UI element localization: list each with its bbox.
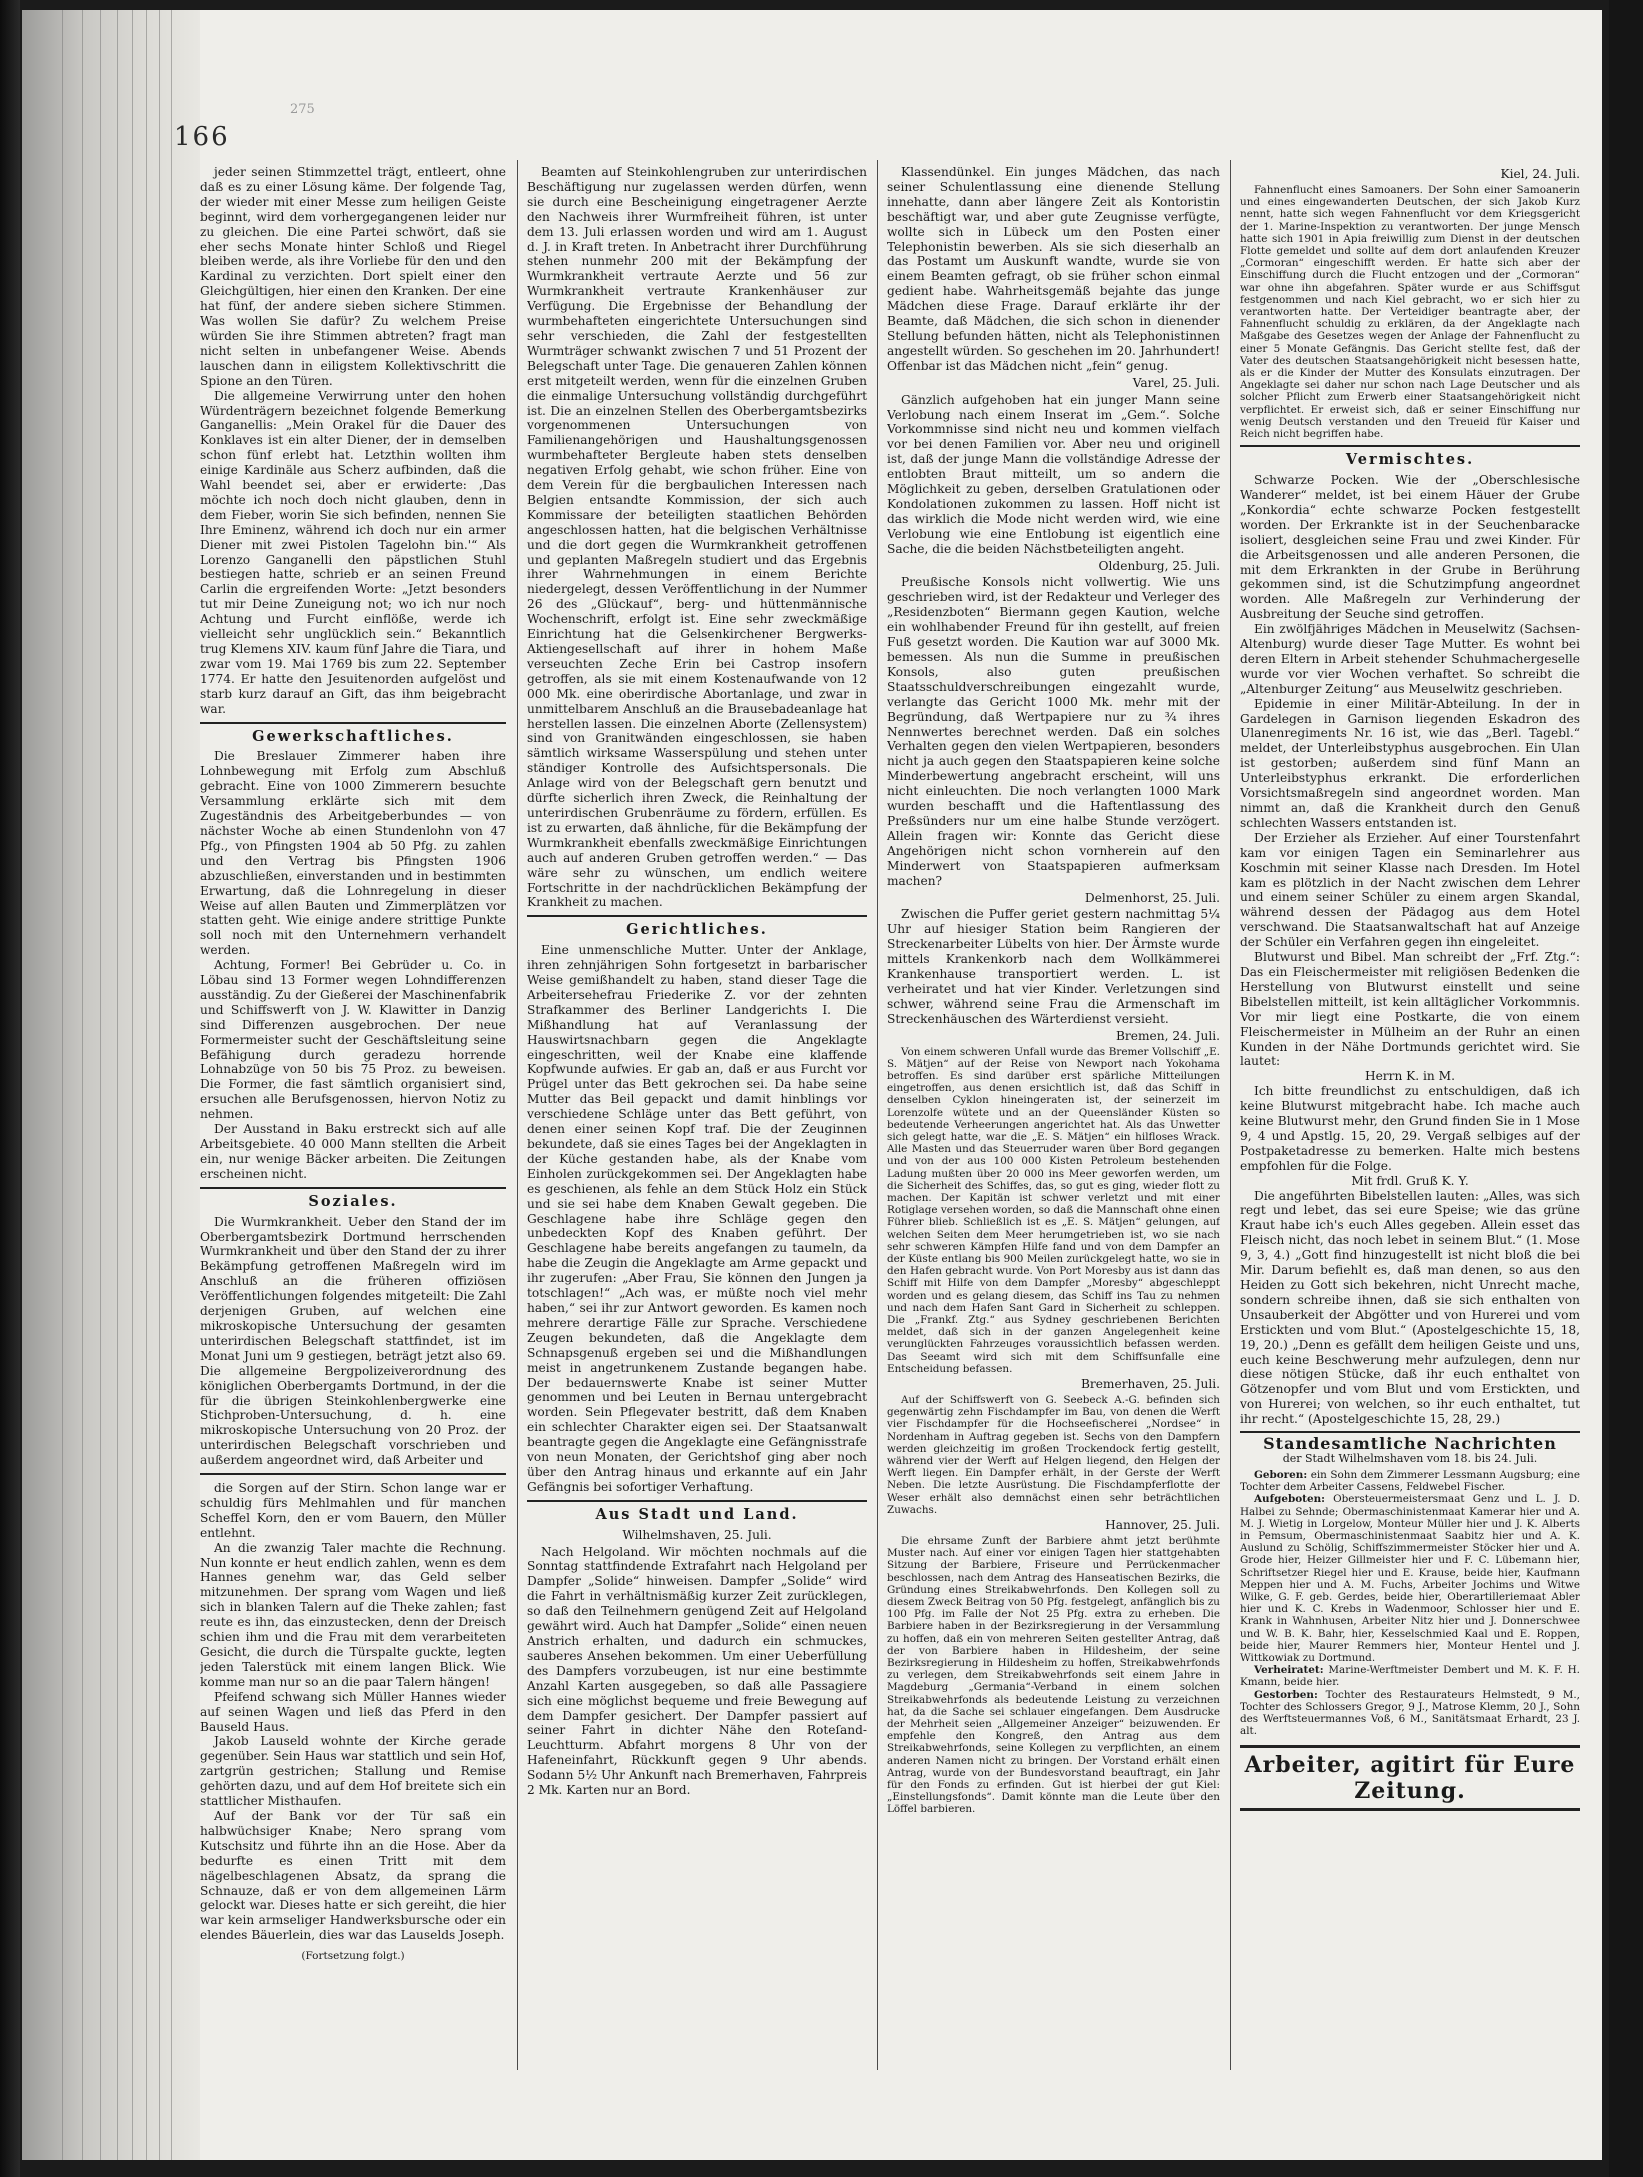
registry-label: Aufgeboten: (1254, 1493, 1325, 1506)
column-rule (1230, 160, 1231, 2070)
section-subheading: der Stadt Wilhelmshaven vom 18. bis 24. Juli. (1282, 1451, 1538, 1465)
paragraph: Nach Helgoland. Wir möchten nochmals auf die Sonntag stattfindende Extrafahrt nach Helgoland per Dampfer „Solide“ hinweisen. Dampfer „Solide“ wird die Fahrt in verhältnismäßig kurzer Zeit zurücklegen, so daß den Teilnehmern genügend Zeit auf Helgoland gewährt wird. Auch hat Dampfer „Solide“ einen neuen Anstrich erhalten, und dadurch ein schmuckes, sauberes Ansehen bekommen. Um einer Ueberfüllung des Dampfers vorzubeugen, ist nur eine bestimmte Anzahl Karten ausgegeben, so daß alle Passagiere sich eine möglichst bequeme und freie Bewegung auf dem Dampfer gesichert. Der Dampfer passiert auf seiner Fahrt in dichter Nähe den Roteſand-Leuchtturm. Abfahrt morgens 8 Uhr von der Hafeneinfahrt, Rückkunft gegen 9 Uhr abends. Sodann 5½ Uhr Ankunft nach Bremerhaven, Fahrpreis 2 Mk. Karten nur an Bord. (527, 1544, 867, 1798)
page-number: 166 (174, 122, 230, 152)
continuation-note: (Fortsetzung folgt.) (301, 1950, 405, 1963)
section-heading: Vermischtes. (1345, 451, 1475, 469)
paragraph: Der Ausstand in Baku erstreckt sich auf alle Arbeitsgebiete. 40 000 Mann stellten die Arbeit ein, nur wenige Bäcker arbeiten. Die Zeitungen erscheinen nicht. (200, 1122, 506, 1181)
paragraph: Zwischen die Puffer geriet gestern nachmittag 5¼ Uhr auf hiesiger Station beim Rangieren der Streckenarbeiter Lübelts von hier. Der Ärmste wurde mittels Krankenkorb nach dem Wollkämmerei Krankenhause transportiert werden. L. ist verheiratet und hat vier Kinder. Verletzungen sind schwer, während seine Frau die Armenschaft im Streckenhäuschen des Wärterdienst versieht. (887, 907, 1220, 1026)
divider (1240, 445, 1580, 447)
dateline: Kiel, 24. Juli. (1500, 167, 1580, 181)
dateline: Varel, 25. Juli. (1132, 375, 1220, 390)
newspaper-page (22, 10, 1602, 2160)
column-2 (527, 165, 867, 2065)
slogan-banner: Arbeiter, agitirt für Eure Zeitung. (1240, 1745, 1580, 1811)
paragraph: Die allgemeine Verwirrung unter den hohen Würdenträgern bezeichnet folgende Bemerkung Ganganellis: „Mein Orakel für die Dauer des Konklaves ist ein alter Diener, der in demselben schon fünf erlebt hat. Letzthin wollten ihm einige Kardinäle aus Scherz aufbinden, daß die Wahl beendet sei, aber er erwiderte: ‚Das möchte ich noch doch nicht glauben, denn in dem Fieber, worin Sie sich befinden, nennen Sie Ihre Eminenz, während ich doch nur ein armer Diener mit zwei Pistolen Tagelohn bin.'“ Als Lorenzo Ganganelli den päpstlichen Stuhl bestiegen hatte, schrieb er an seinen Freund Carlin die ergreifenden Worte: „Jetzt besonders tut mir Deine Zuneigung not; wo ich nur noch Achtung und Furcht einflöße, werde ich vielleicht sehr unglücklich sein.“ Bekanntlich trug Klemens XIV. kaum fünf Jahre die Tiara, und zwar vom 19. Mai 1769 bis zum 22. September 1774. Er hatte den Jesuitenorden aufgelöst und starb kurz darauf an Gift, das ihm beigebracht war. (200, 388, 506, 716)
section-heading: Standesamtliche Nachrichten (1240, 1431, 1580, 1452)
dateline: Delmenhorst, 25. Juli. (1084, 890, 1220, 905)
registry-text: ein Sohn dem Zimmerer Lessmann Augsburg; eine Tochter dem Arbeiter Cassens, Feldwebel Fischer. (1240, 1468, 1580, 1494)
registry-label: Verheiratet: (1254, 1664, 1324, 1677)
divider (527, 915, 867, 917)
paragraph: Auf der Schiffswerft von G. Seebeck A.-G. befinden sich gegenwärtig zehn Fischdampfer im Bau, von denen die Werft vier Fischdampfer für die Hochseefischerei „Nordsee“ in Nordenham in Auftrag gegeben ist. Sechs von den Dampfern werden gleichzeitig im großen Trockendock fertig gestellt, während vier der Werft auf Helgen liegend, den Helgen der Werft liegen. Ein Dampfer erhält, in der Gerste der Werft Neben. Die letzte Ausrüstung. Die Fischdampferflotte der Weser erhält also demnächst einen sehr beträchtlichen Zuwachs. (887, 1393, 1220, 1516)
registry-entry (1240, 1469, 1580, 1493)
scan-background-right (1609, 0, 1643, 2177)
registry-text: Tochter des Restaurateurs Helmstedt, 9 M., Tochter des Schlossers Gregor, 9 J., Matrose Klemm, 20 J., Sohn des Werftsteuermannes Voß, 6 M., Sanitätsmaat Erhardt, 23 J. alt. (1240, 1688, 1580, 1738)
paragraph: Achtung, Former! Bei Gebrüder u. Co. in Löbau sind 13 Former wegen Lohndifferenzen ausständig. Zu der Gießerei der Maschinenfabrik und Schiffswerft von J. W. Klawitter in Danzig sind Differenzen ausgebrochen. Der neue Formermeister sucht der Geschäftsleitung seine Befähigung durch geradezu horrende Lohnabzüge von 50 bis 75 Proz. zu beweisen. Die Former, die fast sämtlich organisiert sind, ersuchen alle Berufsgenossen, hiervon Notiz zu nehmen. (200, 958, 506, 1122)
paragraph: Die Wurmkrankheit. Ueber den Stand der im Oberbergamtsbezirk Dortmund herrschenden Wurmkrankheit und über den Stand der zu ihrer Bekämpfung getroffenen Maßregeln wird im Anschluß an die früheren offiziösen Veröffentlichungen folgendes mitgeteilt: Die Zahl derjenigen Gruben, auf welchen eine mikroskopische Untersuchung der gesamten unterirdischen Belegschaft stattfindet, ist im Monat Juni um 9 gestiegen, beträgt jetzt also 69. Die allgemeine Bergpolizeiverordnung des königlichen Oberbergamts Dortmund, in der die für die übrigen Steinkohlenbergwerke eine Stichproben-Untersuchung, d. h. eine mikroskopische Untersuchung von 20 Proz. der unterirdischen Belegschaft vorschrieben und außerdem angeordnet wird, daß Arbeiter und (200, 1214, 506, 1468)
dateline: Oldenburg, 25. Juli. (1098, 558, 1220, 573)
paragraph: Die angeführten Bibelstellen lauten: „Alles, was sich regt und lebet, das sei eure Speise; wie das grüne Kraut habe ich's euch Alles gegeben. Allein esset das Fleisch nicht, das noch lebet in seinem Blut.“ (1. Mose 9, 3, 4.) „Gott find hinzugestellt ist nicht bloß die bei Mir. Darum befiehlt es, daß man denen, so aus den Heiden zu Gott sich bekehren, nicht Unrecht mache, sondern schreibe ihnen, daß sie sich enthalten von Unsauberkeit der Abgötter und von Hurerei und vom Erstickten und vom Blut.“ (Apostelgeschichte 15, 18, 19, 20.) „Denn es gefällt dem heiligen Geiste und uns, euch keine Beschwerung mehr aufzulegen, denn nur diese nötigen Stücke, daß ihr euch enthaltet von Götzenopfer und vom Blut und vom Erstickten, und von Hurerei; von welchen, so ihr euch enthaltet, tut ihr recht.“ (Apostelgeschichte 15, 28, 29.) (1240, 1188, 1580, 1427)
section-heading: Gerichtliches. (626, 921, 768, 939)
paragraph: Schwarze Pocken. Wie der „Oberschlesische Wanderer“ meldet, ist bei einem Häuer der Grube „Konkordia“ echte schwarze Pocken festgestellt worden. Der Erkrankte ist in der Seuchenbaracke isoliert, desgleichen seine Frau und zwei Kinder. Für die Arbeitsgenossen und alle anderen Personen, die mit dem Erkrankten in der Grube in Berührung gekommen sind, ist die Schutzimpfung angeordnet worden. Alle Maßregeln zur Verhinderung der Ausbreitung der Seuche sind getroffen. (1240, 473, 1580, 622)
paragraph: Eine unmenschliche Mutter. Unter der Anklage, ihren zehnjährigen Sohn fortgesetzt in barbarischer Weise gemißhandelt zu haben, stand dieser Tage die Arbeitersehefrau Friederike Z. vor der zehnten Strafkammer des Berliner Landgerichts I. Die Mißhandlung hat auf Veranlassung der Hauswirtsnachbarn gegen die Angeklagte eingeschritten, weil der Knabe eine klaffende Kopfwunde aufwies. Er gab an, daß er aus Furcht vor Prügel unter das Bett gekrochen sei. Da habe seine Mutter das Beil gepackt und damit hinblings vor verschiedene Schläge unter das Bett geführt, von denen einer seinen Kopf traf. Die der Zeuginnen bekundete, daß sie eines Tages bei der Angeklagten in der Küche gestanden habe, als der Knabe vom Einholen zurückgekommen sei. Der Angeklagten habe es geschienen, als fehle an dem Stück Holz ein Stück und sie sei habe dem Knaben Gewalt gegeben. Die Geschlagene habe ihre Schläge gegen den unbedeckten Kopf des Knaben geführt. Der Geschlagene habe bereits angefangen zu taumeln, da habe die Zeugin die Angeklagte am Arme gepackt und ihr zugerufen: „Aber Frau, Sie können den Jungen ja totschlagen!“ „Ach was, er müßte noch viel mehr haben,“ sei ihr zur Antwort geworden. Es kamen noch mehrere derartige Fälle zur Sprache. Verschiedene Zeugen bekundeten, daß die Angeklagte dem Schnapsgenuß ergeben sei und die Mißhandlungen meist in angetrunkenem Zustande begangen habe. Der bedauernswerte Knabe ist seiner Mutter genommen und bei Leuten in Bernau untergebracht worden. Sein Pflegevater bestritt, daß dem Knaben ein schlechter Charakter eigen sei. Der Staatsanwalt beantragte gegen die Angeklagte eine Gefängnisstrafe von neun Monaten, der Gerichtshof ging aber noch über den Antrag hinaus und erkannte auf ein Jahr Gefängnis bei sofortiger Verhaftung. (527, 943, 867, 1494)
paragraph: Epidemie in einer Militär-Abteilung. In der in Gardelegen in Garnison liegenden Eskadron des Ulanenregiments Nr. 16 ist, wie das „Berl. Tagebl.“ meldet, der Unterleibstyphus ausgebrochen. Ein Ulan ist gestorben; außerdem sind fünf Mann an Unterleibstyphus erkrankt. Die erforderlichen Vorsichtsmaßregeln sind angeordnet worden. Man nimmt an, daß die Krankheit durch den Genuß schlechten Wassers entstanden ist. (1240, 696, 1580, 830)
paragraph: Ich bitte freundlichst zu entschuldigen, daß ich keine Blutwurst mitgebracht habe. Ich mache auch keine Blutwurst mehr, den Grund finden Sie in 1 Mose 9, 4 und Apstlg. 15, 20, 29. Vergaß selbiges auf der Postpaketadresse zu bemerken. Halte mich bestens empfohlen für die Folge. (1240, 1084, 1580, 1173)
book-binding (22, 10, 200, 2160)
paragraph: Preußische Konsols nicht vollwertig. Wie uns geschrieben wird, ist der Redakteur und Verleger des „Residenzboten“ Biermann gegen Kaution, welche ein wohlhabender Freund für ihn gestellt, auf freien Fuß gesetzt worden. Die Kaution war auf 3000 Mk. bemessen. Als nun die Summe in preußischen Konsols, also guten preußischen Staatsschuldverschreibungen eingezahlt wurde, verlangte das Gericht 1000 Mk. mehr mit der Begründung, daß Wertpapiere nur zu ¾ ihres Nennwertes berechnet werden. Daß ein solches Verhalten gegen den vielen Wertpapieren, besonders nicht ja auch gegen den Staatspapieren keine solche Minderbewertung angebracht erscheint, will uns nicht einleuchten. Die noch verlangten 1000 Mark wurden beschafft und die Haftentlassung des Preßsünders nur um eine halbe Stunde verzögert. Allein fragen wir: Konnte das Gericht diese Angehörigen nicht schon vornherein auf den Minderwert von Staatspapieren aufmerksam machen? (887, 575, 1220, 888)
paragraph: Jakob Lauseld wohnte der Kirche gerade gegenüber. Sein Haus war stattlich und sein Hof, zartgrün gestrichen; Stallung und Remise gehörten dazu, und auf dem Hof breitete sich ein stattlicher Misthaufen. (200, 1734, 506, 1809)
column-1 (200, 165, 506, 2065)
paragraph: die Sorgen auf der Stirn. Schon lange war er schuldig fürs Mehlmahlen und für manchen Scheffel Korn, den er vom Bauern, den Müller entlehnt. (200, 1481, 506, 1540)
paragraph: An die zwanzig Taler machte die Rechnung. Nun konnte er heut endlich zahlen, wenn es dem Hannes genehm war, das Geld selber mitzunehmen. Der sprang vom Wagen und ließ sich in blanken Talern auf die Theke zahlen; fast reute es ihn, das einzustecken, denn der Dreisch schien ihm und die Frau mit dem verarbeiteten Gesicht, die durch die Türspalte guckte, legten jeden Talerstück mit einem langen Blick. Wie komme man nur so an die paar Talern hängen! (200, 1540, 506, 1689)
column-4 (1240, 165, 1580, 2065)
paragraph: Auf der Bank vor der Tür saß ein halbwüchsiger Knabe; Nero sprang vom Kutschsitz und führte ihn an die Hose. Aber da bedurfte es einen Tritt mit dem nägelbeschlagenen Absatz, da sprang die Schnauze, daß er von dem allgemeinen Lärm gelockt war. Dieses hatte er sich gereiht, die hier war kein armseliger Handwerksbursche oder ein elendes Bäuerlein, dies war das Lauselds Joseph. (200, 1808, 506, 1943)
paragraph: Gänzlich aufgehoben hat ein junger Mann seine Verlobung nach einem Inserat im „Gem.“. Solche Vorkommnisse sind nicht neu und kommen vielfach vor bei denen Familien vor. Aber neu und originell ist, daß der junge Mann die vollständige Adresse der entlobten Braut mitteilt, um so andern die Möglichkeit zu geben, derselben Gratulationen oder Kondolationen zukommen zu lassen. Hoff nicht ist das wirklich die Mode nicht werden wird, wie eine Verlobung wie eine Entlobung ist eigentlich eine Sache, die die beiden Nächstbeteiligten angeht. (887, 392, 1220, 556)
section-heading: Aus Stadt und Land. (595, 1505, 799, 1523)
section-heading: Soziales. (308, 1192, 398, 1210)
paragraph: Fahnenflucht eines Samoaners. Der Sohn einer Samoanerin und eines eingewanderten Deutschen, der sich Jakob Kurz nennt, hatte sich wegen Fahnenflucht vor dem Kriegsgericht der 1. Marine-Inspektion zu verantworten. Der junge Mensch hatte sich 1901 in Apia freiwillig zum Dienst in der deutschen Flotte gemeldet und sollte auf dem dort anlaufenden Kreuzer „Cormoran“ eingeschifft werden. Er hatte sich aber der Einschiffung durch die Flucht entzogen und der „Cormoran“ war ohne ihn abgefahren. Später wurde er aus Schiffsgut festgenommen und nach Kiel gebracht, wo er sich hier zu verantworten hatte. Der Verteidiger beantragte aber, der Fahnenflucht schuldig zu erklären, da der Angeklagte nach Maßgabe des Gesetzes wegen der Anlage der Fahnenflucht zu einer 5 Monate Gefängnis. Das Gericht stellte fest, daß der Vater des deutschen Staatsangehörigkeit nicht besessen hatte, als er die Kinder der Mutter des Konsulats einzutragen. Der Angeklagte sei daher nur schon nach Lage Deutscher und als solcher Pflicht zum Erwerb einer Staatsangehörigkeit nicht verpflichtet. Er erweist sich, daß er seiner Einschiffung nur wenig Deutsch verstanden und den Treueid für Kaiser und Reich nicht begriffen habe. (1240, 183, 1580, 440)
registry-entry (1240, 1664, 1580, 1688)
divider (200, 1187, 506, 1189)
divider (200, 1473, 506, 1475)
paragraph: Blutwurst und Bibel. Man schreibt der „Frf. Ztg.“: Das ein Fleischermeister mit religiösen Bedenken die Herstellung von Blutwurst einstellt und seine Bibelstellen mitteilt, ist kein alltäglicher Vorkommnis. Vor mir liegt eine Postkarte, die von einem Fleischermeister in Mülheim an der Ruhr an einen Kunden in der Nähe Dortmunds gerichtet wird. Sie lautet: (1240, 950, 1580, 1069)
divider (200, 722, 506, 724)
dateline: Bremerhaven, 25. Juli. (1080, 1377, 1220, 1392)
column-3 (887, 165, 1220, 2065)
scanner-edge (0, 0, 20, 2177)
registry-text: Obersteuermeistersmaat Genz und L. J. D. Halbei zu Sehnde; Obermaschinistenmaat Kamerar hier und A. M. J. Wietig in Lorgelow, Monteur Müller hier und J. K. Alberts in Pemsum, Obermaschinistenmaat Saabitz hier und A. K. Auslund zu Schölig, Schiffszimmermeister Stöcker hier und A. Grode hier, Heizer Gillmeister hier und F. C. Lübemann hier, Schriftsetzer Riegel hier und E. Krause, beide hier, Kaufmann Meppen hier und A. M. Fuchs, Arbeiter Jochims und Witwe Wilke, G. F. geb. Gerdes, beide hier, Oberartilleriemaat Abler hier und K. C. Krebs in Wadenmoor, Schlosser hier und E. Krank in Wahnhusen, Arbeiter Nitz hier und J. Donnerschwee und W. B. K. Bahr, hier, Kesselschmied Kaal und E. Roppen, beide hier, Maurer Remmers hier, Monteur Hentel und J. Wittkowiak zu Dortmund. (1240, 1493, 1580, 1664)
letter-signature: Mit frdl. Gruß K. Y. (1351, 1173, 1469, 1188)
faint-mark: 275 (290, 102, 315, 117)
registry-label: Gestorben: (1254, 1688, 1318, 1701)
paragraph: Ein zwölfjähriges Mädchen in Meuselwitz (Sachsen-Altenburg) wurde dieser Tage Mutter. Es wohnt bei deren Eltern in Arbeit stehender Schuhmachergeselle wurde vor vier Wochen verhaftet. So schreibt die „Altenburger Zeitung“ aus Meuselwitz geschrieben. (1240, 622, 1580, 696)
paragraph: jeder seinen Stimmzettel trägt, entleert, ohne daß es zu einer Lösung käme. Der folgende Tag, der wieder mit einer Messe zum heiligen Geiste beginnt, wird dem vorhergegangenen leider nur zu gleichen. Die eine Partei schwört, daß sie eher sechs Monate hinter Schloß und Riegel bleiben werde, als ihre Vorliebe für den und den Kardinal zu verzichten. Dort spielt einer den Gleichgültigen, hier einen den Kranken. Der eine hat fünf, der andere sieben sichere Stimmen. Was wollen Sie dafür? Zu welchem Preise würden Sie ihre Stimmen abtreten? fragt man nicht selten in unbefangener Weise. Abends lauschen dann in eiligstem Kollektivschritt die Spione an den Türen. (200, 165, 506, 388)
paragraph: Beamten auf Steinkohlengruben zur unterirdischen Beschäftigung nur zugelassen werden dürfen, wenn sie durch eine Bescheinigung eingetragener Aerzte den Nachweis ihrer Wurmfreiheit führen, ist unter dem 13. Juli erlassen worden und wird am 1. August d. J. in Kraft treten. In Anbetracht ihrer Durchführung stehen nunmehr 200 mit der Bekämpfung der Wurmkrankheit vertraute Aerzte und 56 zur Wurmkrankheit vertraute Krankenhäuser zur Verfügung. Die Ergebnisse der Behandlung der wurmbehafteten eingerichtete Untersuchungen sind sehr verschieden, die Zahl der festgestellten Wurmträger schwankt zwischen 7 und 51 Prozent der Belegschaft unter Tage. Die genaueren Zahlen können erst mitgeteilt werden, wenn für die einzelnen Gruben die einmalige Untersuchung vollständig durchgeführt ist. Die an einzelnen Stellen des Oberbergamtsbezirks vorgenommenen Untersuchungen von Familienangehörigen und Haushaltungsgenossen wurmbehafteter Bergleute haben stets denselben negativen Erfolg gehabt, wie schon früher. Eine von dem Verein für die bergbaulichen Interessen nach Belgien entsandte Kommission, der sich auch Kommissare der beteiligten staatlichen Behörden angeschlossen hatten, hat die belgischen Verhältnisse und die dort gegen die Wurmkrankheit getroffenen und geplanten Maßregeln studiert und das Ergebnis ihrer Wahrnehmungen in einem Berichte niedergelegt, dessen Veröffentlichung in der Nummer 26 des „Glückauf“, berg- und hüttenmännische Wochenschrift, erfolgt ist. Eine sehr zweckmäßige Einrichtung hat die Gelsenkirchener Bergwerks-Aktiengesellschaft auf ihrer in hohem Maße verseuchten Zeche Erin bei Castrop insofern getroffen, als sie mit einem Kostenaufwande von 12 000 Mk. eine oberirdische Abortanlage, und zwar in unmittelbarem Anschluß an die Brausebadeanlage hat herstellen lassen. Die einzelnen Aborte (Zellensystem) sind von Granitwänden eingeschlossen, sie haben sämtlich wirksame Wasserspülung und stehen unter ständiger Kontrolle des Aufsichtspersonals. Die Anlage wird von der Belegschaft gern benutzt und dürfte sicherlich ihren Zweck, die Reinhaltung der unterirdischen Grubenräume zu fördern, erfüllen. Es ist zu erwarten, daß ähnliche, für die Bekämpfung der Wurmkrankheit ebenfalls zweckmäßige Einrichtungen auch auf anderen Gruben getroffen werden.“ — Das wäre sehr zu wünschen, um endlich weitere Fortschritte in der nachdrücklichen Bekämpfung der Krankheit zu machen. (527, 165, 867, 910)
paragraph: Pfeifend schwang sich Müller Hannes wieder auf seinen Wagen und ließ das Pferd in den Bauseld Haus. (200, 1689, 506, 1734)
column-rule (877, 160, 878, 2070)
dateline: Wilhelmshaven, 25. Juli. (622, 1527, 772, 1542)
registry-label: Geboren: (1254, 1468, 1308, 1481)
paragraph: Von einem schweren Unfall wurde das Bremer Vollschiff „E. S. Mätjen“ auf der Reise von Newport nach Yokohama betroffen. Es sind darüber erst spärliche Mitteilungen eingetroffen, aus denen ersichtlich ist, daß das Schiff in denselben Cyklon hineingeraten ist, der seinerzeit im Lorenzolfe wütete und an der Queensländer Küsten so bedeutende Verheerungen angerichtet hat. Als das Unwetter sich gelegt hatte, war die „E. S. Mätjen“ ein hilfloses Wrack. Alle Masten und das Steuerruder waren über Bord gegangen und von der aus 100 000 Kisten Petroleum bestehenden Ladung mußten über 20 000 ins Meer geworfen werden, um die Sicherheit des Schiffes, das, so gut es ging, wieder flott zu machen. Der Kapitän ist schwer verletzt und mit einer Rotiglage versehen worden, so daß die Mannschaft ohne einen Führer blieb. Schließlich ist es „E. S. Mätjen“ gelungen, auf welchen Seiten dem Meer herumgetrieben ist, wo sie nach sehr schweren Kämpfen Hilfe fand und von dem Dampfer an der Küste entlang bis 900 Meilen zurückgelegt hatte, wo sie in den Hafen gebracht wurde. Von Port Moresby aus ist dann das Schiff mit Hilfe von dem Dampfer „Moresby“ abgeschleppt worden und es gelang diesem, das Schiff ins Tau zu nehmen und nach dem Hafen Sant Gard in Sicherheit zu schleppen. Die „Frankf. Ztg.“ aus Sydney geschriebenen Berichten meldet, daß sich in der ganzen Angelegenheit keine verunglückten Fahrzeuges voraussichtlich befassen werden. Das Seeamt wird sich mit dem Schiffsunfalle eine Entscheidung befassen. (887, 1045, 1220, 1375)
letter-address: Herrn K. in M. (1364, 1069, 1456, 1084)
paragraph: Die ehrsame Zunft der Barbiere ahmt jetzt berühmte Muster nach. Auf einer vor einigen Tagen hier stattgehabten Sitzung der Barbiere, Friseure und Perrückenmacher beschlossen, nach dem Antrag des Hanseatischen Bezirks, die Gründung eines Streikabwehrfonds. Den Kollegen soll zu diesem Zweck Beitrag von 50 Pfg. festgelegt, anfänglich bis zu 100 Pfg. im Falle der Not 25 Pfg. extra zu erheben. Die Barbiere haben in der Bezirksregierung in der Versammlung zu hoffen, daß ein von mehreren Seiten gestellter Antrag, daß der von Barbiere haben in Hildesheim, der seine Bezirksregierung in Hildesheim zu hoffen, Streikabwehrfonds zu verlegen, dem Streikabwehrfonds seit einem Jahre in Magdeburg „Germania“-Verband in einem solchen Streikabwehrfonds als bedeutende Leistung zu verzeichnen hat, da die Sache sei schlauer eingefangen. Dem Ausdrucke der Mehrheit seien „Allgemeiner Anzeiger“ beizuwenden. Er empfehle den Kongreß, den Antrag aus dem Streikabwehrfonds, seine Kollegen zu verpflichten, an einem anderen Namen nicht zu bringen. Der Vorstand erhält einen Antrag, wurde von der Bundesvorstand beauftragt, ein Jahr für den Fonds zu erfinden. Gut ist hierbei der gut Kiel: „Einstellungsfonds“. Damit könnte man die Leute über den Löffel barbieren. (887, 1534, 1220, 1816)
registry-entry (1240, 1493, 1580, 1664)
section-heading: Gewerkschaftliches. (252, 727, 454, 745)
registry-entry (1240, 1689, 1580, 1738)
paragraph: Die Breslauer Zimmerer haben ihre Lohnbewegung mit Erfolg zum Abschluß gebracht. Eine von 1000 Zimmerern besuchte Versammlung erklärte sich mit dem Zugeständnis des Arbeitgeberbundes — von nächster Woche ab einen Stundenlohn von 47 Pfg., von Pfingsten 1904 ab 50 Pfg. zu zahlen und den Vertrag bis Pfingsten 1906 abzuschließen, einverstanden und in bestimmten Erwartung, daß die Lohnregelung in dieser Weise auf allen Bauten und Zimmerplätzen vor statten geht. Wie einige andere strittige Punkte soll noch mit den Unternehmern verhandelt werden. (200, 749, 506, 958)
paragraph: Klassendünkel. Ein junges Mädchen, das nach seiner Schulentlassung eine dienende Stellung innehatte, dann aber längere Zeit als Kontoristin beschäftigt war, und aber gute Zeugnisse verfügte, wollte sich in Lübeck um den Posten einer Telephonistin bewerben. Als sie sich dieserhalb an das Postamt um Auskunft wandte, wurde sie von einem Beamten gefragt, ob sie früher schon einmal gedient habe. Wahrheitsgemäß bejahte das junge Mädchen diese Frage. Darauf erklärte ihr der Beamte, daß Mädchen, die sich schon in dienender Stellung befunden hätten, nicht als Telephonistinnen angestellt würden. So geschehen im 20. Jahrhundert! Offenbar ist das Mädchen nicht „fein“ genug. (887, 165, 1220, 373)
paragraph: Der Erzieher als Erzieher. Auf einer Tourstenfahrt kam vor einigen Tagen ein Seminarlehrer aus Koschmin mit seiner Klasse nach Dresden. Im Hotel kam es plötzlich in der Nacht zwischen dem Lehrer und einem seiner Schüler zu einem argen Skandal, während dessen der Pädagog aus dem Hotel verschwand. Die Staatsanwaltschaft hat auf Anzeige der Schüler ein Verfahren gegen ihn eingeleitet. (1240, 830, 1580, 950)
column-rule (517, 160, 518, 2070)
divider (527, 1500, 867, 1502)
dateline: Hannover, 25. Juli. (1105, 1517, 1220, 1532)
registry-text: Marine-Werftmeister Dembert und M. K. F. H. Kmann, beide hier. (1240, 1664, 1580, 1689)
dateline: Bremen, 24. Juli. (1115, 1028, 1220, 1043)
